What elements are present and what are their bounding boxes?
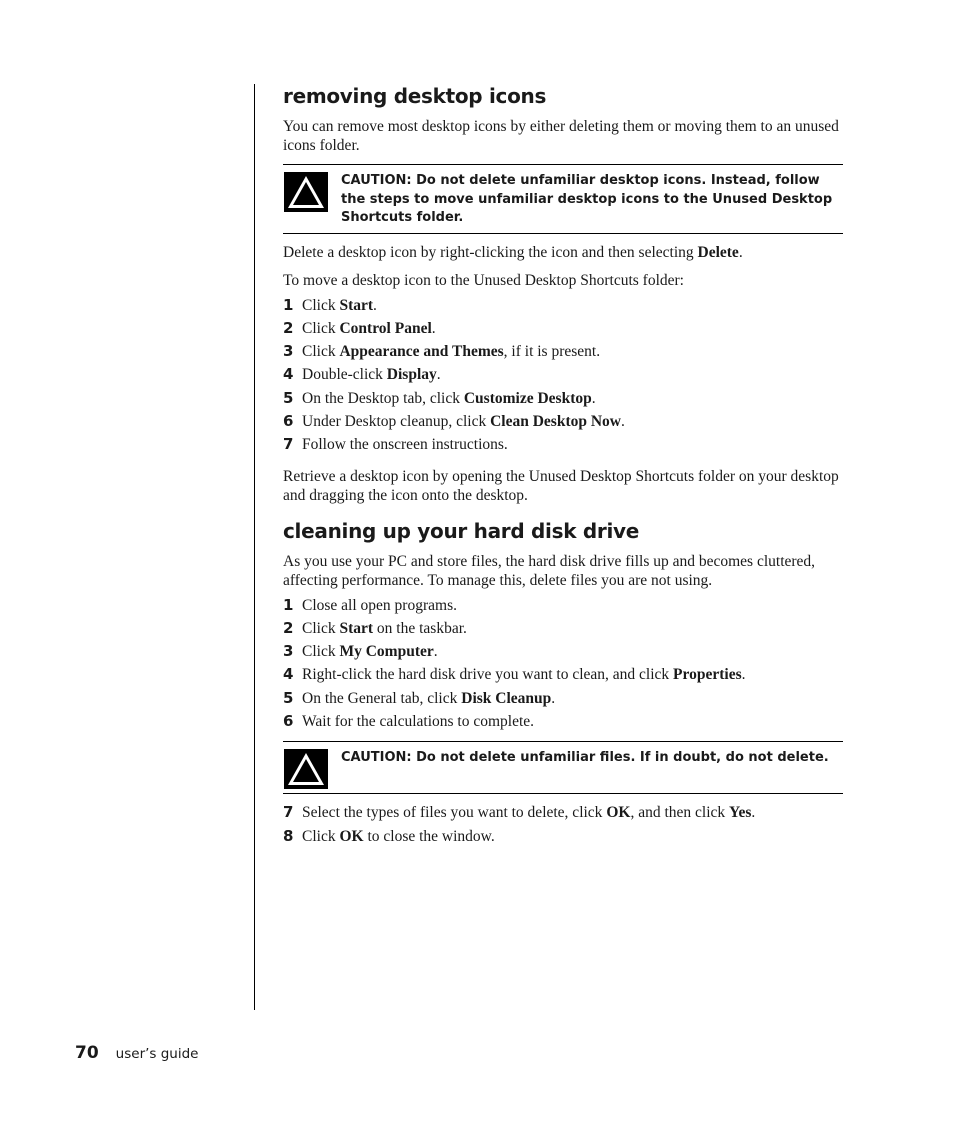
margin-rule xyxy=(254,84,255,1010)
page-number: 70 xyxy=(75,1043,99,1063)
step-number: 8 xyxy=(283,826,294,845)
caution-triangle-icon xyxy=(284,749,328,789)
step-number: 7 xyxy=(283,435,294,454)
cleaning-intro: As you use your PC and store files, the hard disk drive fills up and becomes cluttered, affecting performance. To manage this, delete files you are not using. xyxy=(283,552,816,589)
step-number: 1 xyxy=(283,295,294,314)
step-number: 6 xyxy=(283,411,294,430)
step-number: 2 xyxy=(283,318,294,337)
page-footer xyxy=(75,1043,199,1063)
step-item xyxy=(283,363,843,386)
step-item xyxy=(283,594,843,617)
step-text: On the General tab, click Disk Cleanup. xyxy=(302,689,556,707)
step-number: 1 xyxy=(283,595,294,614)
step-text: Click My Computer. xyxy=(302,643,438,661)
step-text: Select the types of files you want to delete, click OK, and then click Yes. xyxy=(302,804,756,822)
retrieve-instruction: Retrieve a desktop icon by opening the Unused Desktop Shortcuts folder on your desktop and dragging the icon onto the desktop. xyxy=(283,467,839,504)
step-item xyxy=(283,410,843,433)
caution-box-icons xyxy=(283,164,843,234)
step-number: 5 xyxy=(283,388,294,407)
caution-box-files xyxy=(283,741,843,794)
caution-text-files: CAUTION: Do not delete unfamiliar files. If in doubt, do not delete. xyxy=(341,750,829,766)
step-text: Click Start on the taskbar. xyxy=(302,619,467,637)
page-content xyxy=(283,80,843,848)
step-item xyxy=(283,640,843,663)
step-number: 3 xyxy=(283,342,294,361)
step-text: Right-click the hard disk drive you want to clean, and click Properties. xyxy=(302,666,746,684)
step-item xyxy=(283,617,843,640)
step-item xyxy=(283,825,843,848)
move-steps-list xyxy=(283,294,843,457)
removing-intro: You can remove most desktop icons by either deleting them or moving them to an unused icons folder. xyxy=(283,118,839,154)
footer-label: user’s guide xyxy=(115,1046,199,1062)
step-number: 6 xyxy=(283,712,294,731)
step-number: 3 xyxy=(283,642,294,661)
caution-text-icons: CAUTION: Do not delete unfamiliar desktop icons. Instead, follow the steps to move unfamiliar desktop icons to the Unused Desktop Shortcuts folder. xyxy=(341,173,833,225)
section-title-removing-icons: removing desktop icons xyxy=(283,84,547,108)
step-text: Double-click Display. xyxy=(302,366,441,384)
step-item xyxy=(283,710,843,733)
step-item xyxy=(283,663,843,686)
step-number: 2 xyxy=(283,618,294,637)
step-item xyxy=(283,340,843,363)
step-text: Wait for the calculations to complete. xyxy=(302,713,535,731)
step-number: 5 xyxy=(283,688,294,707)
step-text: Close all open programs. xyxy=(302,596,457,614)
step-text: On the Desktop tab, click Customize Desktop. xyxy=(302,389,596,407)
step-number: 7 xyxy=(283,803,294,822)
cleaning-steps-list-continued xyxy=(283,801,843,848)
step-item xyxy=(283,687,843,710)
cleaning-steps-list xyxy=(283,594,843,734)
step-text: Click Control Panel. xyxy=(302,319,436,337)
step-item xyxy=(283,387,843,410)
section-title-cleaning-disk: cleaning up your hard disk drive xyxy=(283,518,639,543)
step-item xyxy=(283,801,843,824)
step-text: Click Start. xyxy=(302,296,377,314)
step-item xyxy=(283,317,843,340)
step-text: Follow the onscreen instructions. xyxy=(302,436,508,454)
step-number: 4 xyxy=(283,665,294,684)
step-number: 4 xyxy=(283,365,294,384)
step-text: Click Appearance and Themes, if it is present. xyxy=(302,343,601,361)
delete-instruction: Delete a desktop icon by right-clicking the icon and then selecting Delete. xyxy=(283,243,743,261)
step-text: Click OK to close the window. xyxy=(302,827,495,845)
move-intro: To move a desktop icon to the Unused Desktop Shortcuts folder: xyxy=(283,271,684,289)
step-text: Under Desktop cleanup, click Clean Desktop Now. xyxy=(302,412,625,430)
step-item xyxy=(283,294,843,317)
step-item xyxy=(283,433,843,456)
caution-triangle-icon xyxy=(284,172,328,212)
